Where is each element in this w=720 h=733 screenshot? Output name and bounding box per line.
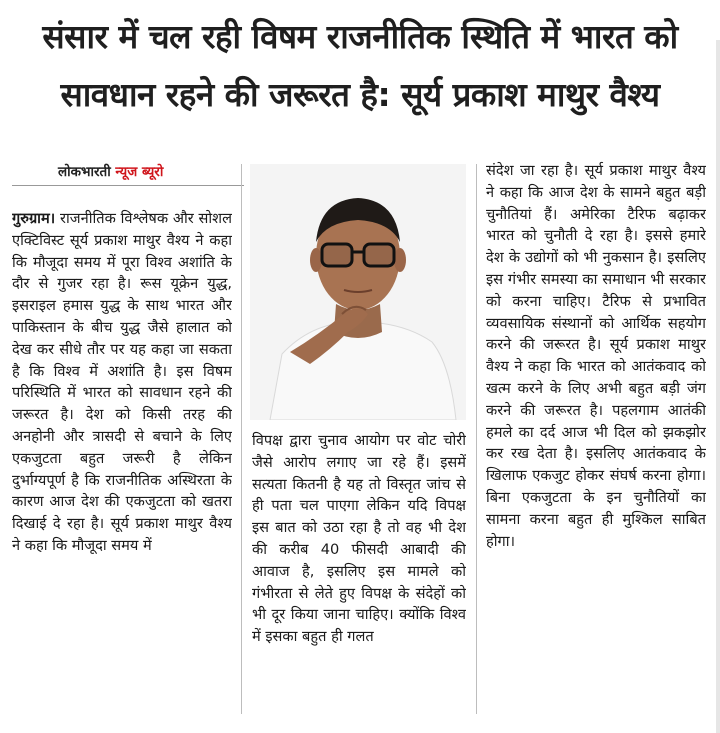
dateline: गुरुग्राम।: [12, 210, 56, 227]
headline-line-2: सावधान रहने की जरूरत है: सूर्य प्रकाश माथुर वैश्य: [60, 75, 660, 114]
byline-prefix: लोकभारती: [58, 164, 111, 180]
headline: [6, 8, 714, 124]
article-column-2: [252, 430, 466, 720]
column-3-text: संदेश जा रहा है। सूर्य प्रकाश माथुर वैश्य ने कहा कि आज देश के सामने बहुत बड़ी चुनौतियां हैं। अमेरिका टैरिफ बढ़ाकर भारत को चुनौती दे रहा है। इससे हमारे देश के उद्योगों को भी नुकसान है। इसलिए इस गंभीर समस्या का समाधान भी सरकार को करना चाहिए। टैरिफ से प्रभावित व्यवसायिक संस्थानों को आर्थिक सहयोग करने की जरूरत है। सूर्य प्रकाश माथुर वैश्य ने कहा कि भारत को आतंकवाद को खत्म करने के लिए अभी बहुत बड़ी जंग करने की जरूरत है। पहलगाम आतंकी हमले का दर्द आज भी दिल को झकझोर कर रख देता है। इसलिए आतंकवाद के खिलाफ एकजुट होकर संघर्ष करना होगा। बिना एकजुटता के इन चुनौतियों का सामना करना बहुत ही मुश्किल साबित होगा।: [486, 162, 706, 550]
article-column-3: [486, 160, 706, 720]
column-1-text: राजनीतिक विश्लेषक और सोशल एक्टिविस्ट सूर्य प्रकाश माथुर वैश्य ने कहा कि मौजूदा समय में पूरा विश्व अशांति के दौर से गुजर रहा है। रूस यूक्रेन युद्ध, इसराइल हमास युद्ध के साथ भारत और पाकिस्तान के बीच युद्ध जैसे हालात को देख कर सीधे तौर पर यह कहा जा सकता है कि विश्व में अशांति है। इस विषम परिस्थिति में भारत को सावधान रहने की जरूरत है। देश को किसी तरह की अनहोनी और त्रासदी से बचाने के लिए एकजुटता बहुत जरूरी है लेकिन दुर्भाग्यपूर्ण है कि राजनीतिक अस्थिरता के कारण आज देश की एकजुटता को खतरा दिखाई दे रहा है। सूर्य प्रकाश माथुर वैश्य ने कहा कि मौजूदा समय में: [12, 210, 232, 554]
column-divider-1: [241, 164, 242, 714]
byline: [58, 162, 163, 180]
byline-rule: [12, 185, 244, 186]
column-divider-2: [476, 164, 477, 714]
portrait-photo: [250, 164, 466, 420]
headline-line-1: संसार में चल रही विषम राजनीतिक स्थिति में भारत को: [42, 17, 678, 56]
page-edge: [716, 40, 720, 733]
column-2-text: विपक्ष द्वारा चुनाव आयोग पर वोट चोरी जैसे आरोप लगाए जा रहे हैं। इसमें सत्यता कितनी है यह तो विस्तृत जांच से ही पता चल पाएगा लेकिन यदि विपक्ष इस बात को उठा रहा है तो वह भी देश की करीब 40 फीसदी आबादी की आवाज है, इसलिए इस मामले को गंभीरता से लेते हुए विपक्ष के संदेहों को भी दूर किया जाना चाहिए। क्योंकि विश्व में इसका बहुत ही गलत: [252, 432, 466, 646]
person-portrait-image: [250, 164, 466, 420]
article-column-1: [12, 208, 232, 713]
byline-suffix: न्यूज ब्यूरो: [115, 164, 164, 180]
